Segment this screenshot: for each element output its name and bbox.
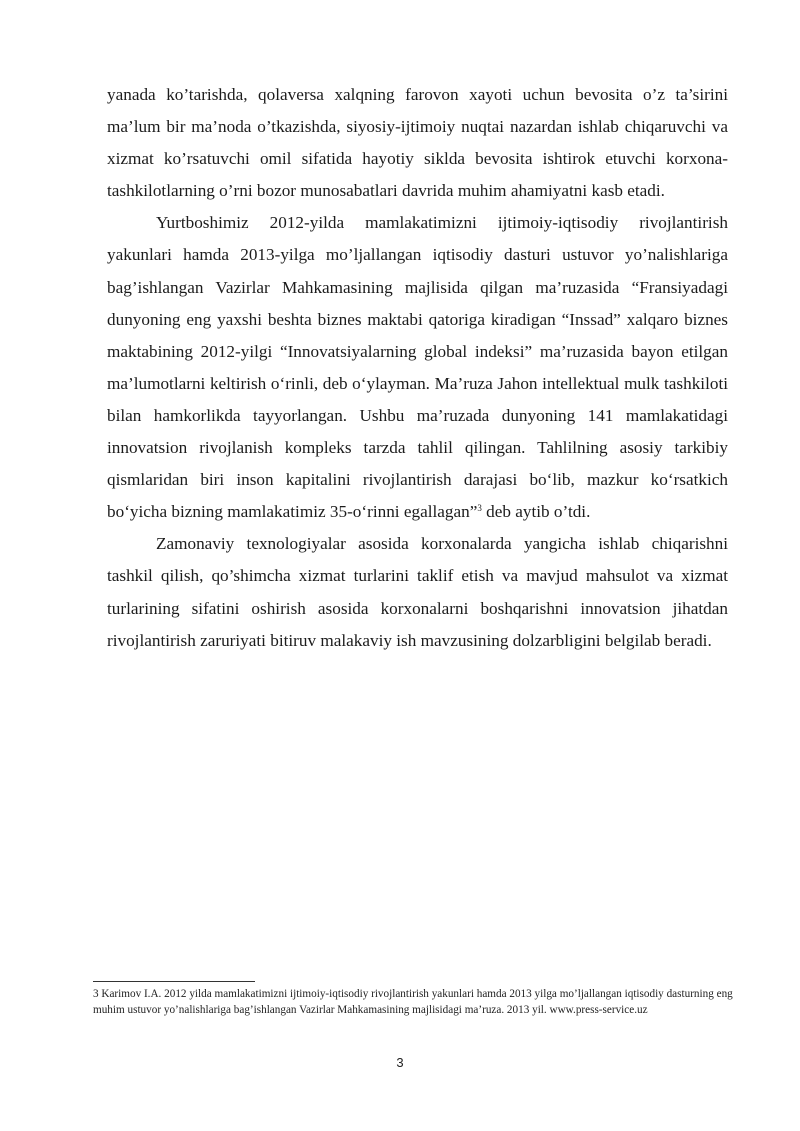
footnote-reference[interactable]: 3 — [477, 503, 482, 514]
paragraph-2-main: Yurtboshimiz 2012-yilda mamlakatimizni ijtimoiy-iqtisodiy rivojlantirish yakunlari hamda 2013-yilga mo’ljallangan iqtisodiy dasturi ustuvor yo’nalishlariga bag’ishlangan Vazirlar Mahkamasining majlisida qilgan ma’ruzasida “Fransiyadagi dunyoning eng yaxshi beshta biznes maktabi qatoriga kiradigan “Inssad” xalqaro biznes maktabining 2012-yilgi “Innovatsiyalarning global indeksi” ma’ruzasida bayon etilgan ma’lumotlarni keltirish o‘rinli, deb o‘ylayman. Ma’ruza Jahon intellektual mulk tashkiloti bilan hamkorlikda tayyorlangan. Ushbu ma’ruzada dunyoning 141 mamlakatidagi innovatsion rivojlanish kompleks tarzda tahlil qilingan. Tahlilning asosiy tarkibiy qismlaridan biri inson kapitalini rivojlantirish darajasi bo‘lib, mazkur ko‘rsatkich bo‘yicha bizning mamlakatimiz 35-o‘rinni egallagan” — [107, 213, 728, 522]
paragraph-2 — [107, 207, 728, 528]
page-number: 3 — [396, 1055, 404, 1070]
footnote-divider — [93, 981, 255, 982]
paragraph-1: yanada ko’tarishda, qolaversa xalqning farovon xayoti uchun bevosita o’z ta’sirini ma’lum bir ma’noda o’tkazishda, siyosiy-ijtimoiy nuqtai nazardan ishlab chiqaruvchi va xizmat ko’rsatuvchi omil sifatida hayotiy siklda bevosita ishtirok etuvchi korxona-tashkilotlarning o’rni bozor munosabatlari davrida muhim ahamiyatni kasb etadi. — [107, 85, 728, 201]
paragraph-2-tail: deb aytib o’tdi. — [481, 502, 591, 522]
body-text — [107, 79, 728, 657]
footnote-text: 3 Karimov I.A. 2012 yilda mamlakatimizni ijtimoiy-iqtisodiy rivojlantirish yakunlari hamda 2013 yilga mo’ljallangan iqtisodiy dasturning eng muhim ustuvor yo’nalishlariga bag’ishlangan Vazirlar Mahkamasining majlisidagi ma’ruza. 2013 yil. www.press-service.uz — [93, 988, 733, 1016]
paragraph-3: Zamonaviy texnologiyalar asosida korxonalarda yangicha ishlab chiqarishni tashkil qilish, qo’shimcha xizmat turlarini taklif etish va mavjud mahsulot va xizmat turlarining sifatini oshirish asosida korxonalarni boshqarishni innovatsion jihatdan rivojlantirish zaruriyati bitiruv malakaviy ish mavzusining dolzarbligini belgilab beradi. — [107, 534, 728, 650]
